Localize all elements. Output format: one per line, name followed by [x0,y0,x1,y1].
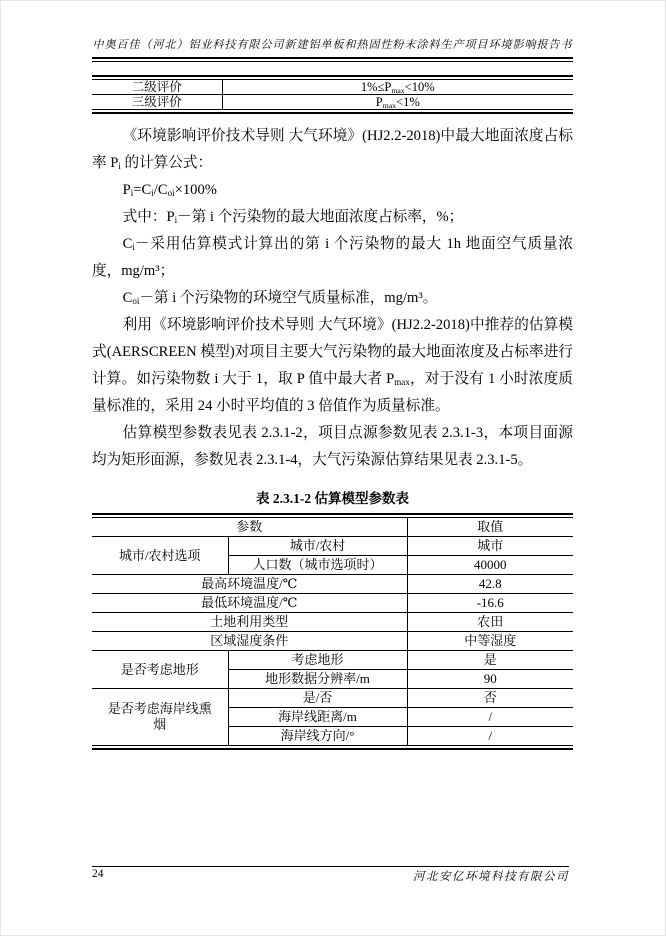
table-cell: / [407,708,573,727]
table-cell: 是否考虑海岸线熏烟 [92,689,228,746]
table-cell-criteria: $P_{max}<1\%$ [222,95,573,110]
param-table-title: 表 2.3.1-2 估算模型参数表 [256,491,409,506]
table-row [92,594,573,613]
table-row [92,537,573,556]
table-row [92,613,573,632]
table-cell-criteria: $1\%\le P_{max}<10\%$ [222,80,573,95]
page-number: 24 [92,868,104,880]
table-cell: 否 [407,689,573,708]
table-cell-level: 二级评价 [92,80,222,95]
header-double-rule [92,57,573,62]
table-cell: 是/否 [228,689,407,708]
table-row [92,80,573,95]
table-cell: 中等湿度 [407,632,573,651]
running-header-title: 中奥百佳（河北）铝业科技有限公司新建铝单板和热固性粉末涂料生产项目环境影响报告书 [92,39,573,51]
table-cell: 最低环境温度/℃ [92,594,407,613]
table-row [92,689,573,708]
table-cell: 最高环境温度/℃ [92,575,407,594]
table-cell: 参数 [92,518,407,537]
body-text [92,123,573,474]
table-cell: 考虑地形 [228,651,407,670]
table-cell: 40000 [407,556,573,575]
table-cell: 区域湿度条件 [92,632,407,651]
table-cell: 90 [407,670,573,689]
table-cell: -16.6 [407,594,573,613]
table-cell: 取值 [407,518,573,537]
table-cell: 城市 [407,537,573,556]
paragraph: 利用《环境影响评价技术导则 大气环境》(HJ2.2-2018)中推荐的估算模式(AERSCREEN 模型)对项目主要大气污染物的最大地面浓度及占标率进行计算。如污染物数 i 大于 1，取 P 值中最大者 $P_{max}$，对于没有 1 小时浓度质量标准的，采用 24 小时平均值的 3 倍值作为质量标准。 [92,317,573,414]
paragraph: 式中：$P_i-$第 i 个污染物的最大地面浓度占标率，%； [122,209,464,225]
table-bottom-rule [92,745,573,750]
estimation-model-param-table [92,513,573,750]
table-cell-level: 三级评价 [92,95,222,110]
table-bottom-rule [92,109,573,114]
table-cell: 42.8 [407,575,573,594]
table-cell: 土地利用类型 [92,613,407,632]
paragraph: 估算模型参数表见表 2.3.1-2，项目点源参数见表 2.3.1-3，本项目面源均为矩形面源，参数见表 2.3.1-4，大气污染源估算结果见表 2.3.1-5。 [92,425,573,468]
formula-line: $P_i=C_i/C_{oi}\times 100\%$ [122,182,217,198]
table-cell: 是 [407,651,573,670]
table-row [92,575,573,594]
table-row [92,651,573,670]
table-row [92,632,573,651]
table-row [92,518,573,537]
table-cell: 地形数据分辨率/m [228,670,407,689]
table-cell: / [407,727,573,746]
table-cell: 城市/农村 [228,537,407,556]
table-cell: 城市/农村选项 [92,537,228,575]
assessment-grading-table [92,75,573,114]
page-footer [92,866,569,884]
footer-company-name: 河北安亿环境科技有限公司 [413,871,569,883]
page-content [92,0,573,750]
table-cell: 海岸线距离/m [228,708,407,727]
table-row [92,95,573,110]
paragraph: $C_{oi}-$第 i 个污染物的环境空气质量标准，mg/m³。 [122,290,438,306]
table-cell: 人口数（城市选项时） [228,556,407,575]
table-cell: 是否考虑地形 [92,651,228,689]
table-cell: 农田 [407,613,573,632]
table-cell: 海岸线方向/° [228,727,407,746]
paragraph: 《环境影响评价技术导则 大气环境》(HJ2.2-2018)中最大地面浓度占标率 $P_i$ 的计算公式： [92,128,573,171]
paragraph: $C_i-$采用估算模式计算出的第 i 个污染物的最大 1h 地面空气质量浓度，mg/m³； [92,236,573,279]
